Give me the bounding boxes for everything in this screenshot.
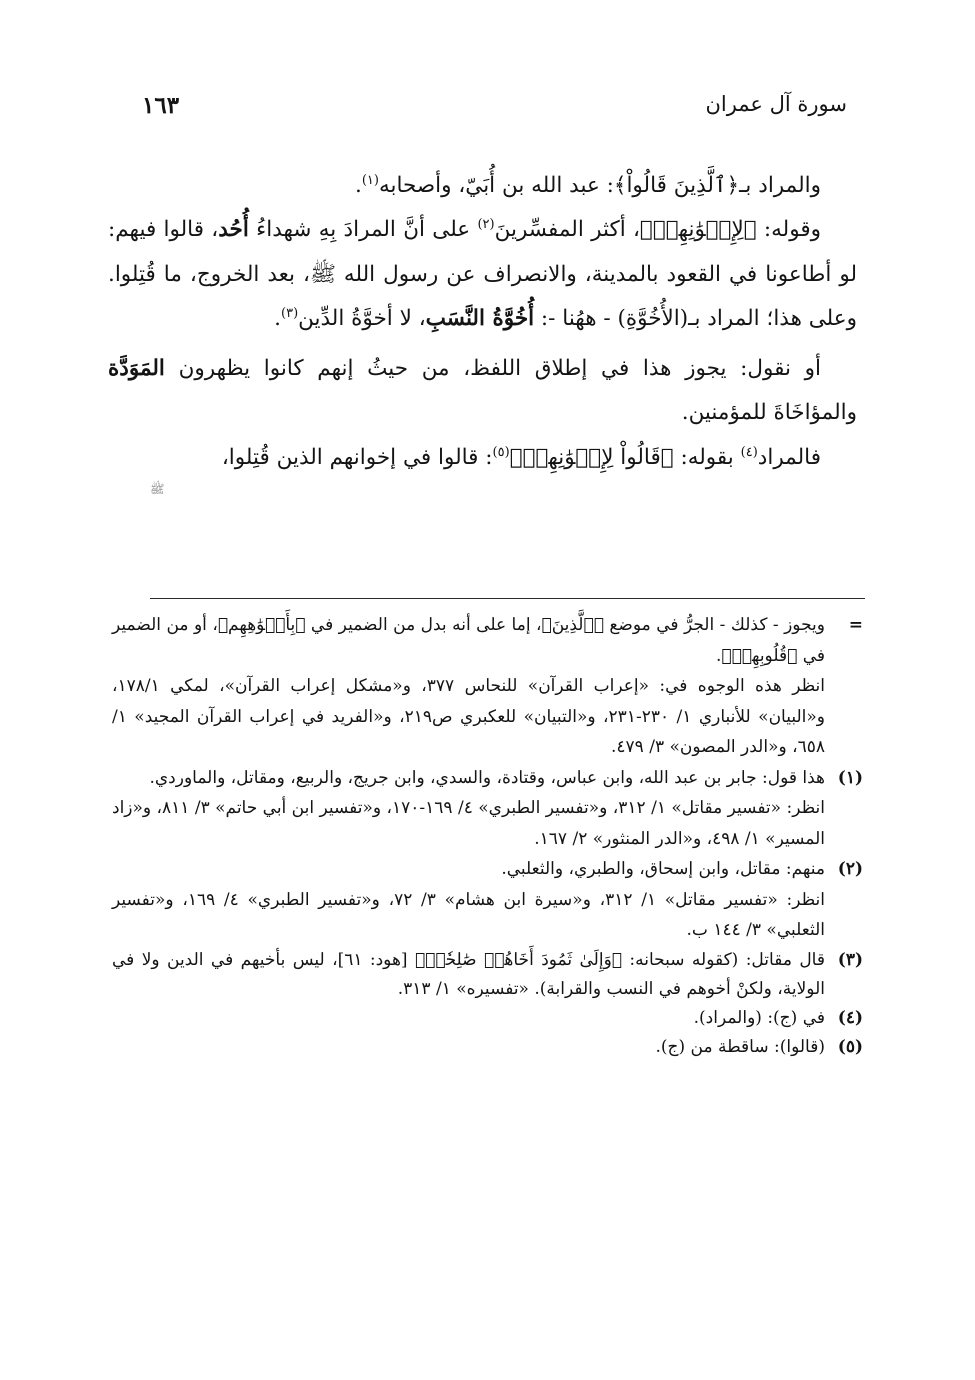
footnote-ref-3: (٣) (281, 305, 299, 321)
footnote-4-text: في (ج): (والمراد). (693, 1007, 825, 1028)
p2-text-b: على أنَّ المرادَ بِهِ شهداءُ (248, 217, 478, 243)
running-title: سورة آل عمران (705, 92, 847, 116)
p4-text-c: : قالوا في إخوانهم الذين قُتِلوا، (221, 444, 493, 470)
footnote-1-number: (١) (837, 767, 863, 788)
page-header (120, 92, 847, 126)
footnote-3-number: (٣) (837, 949, 863, 970)
footnote-continuation-text-2: انظر هذه الوجوه في: «إعراب القرآن» للنحاس ٣٧٧، و«مشكل إعراب القرآن»، لمكي ١٧٨/١، و«البيان» للأنباري ١/ ٢٣٠-٢٣١، و«التبيان» للعكبري ص٢١٩، و«الفريد في إعراب القرآن المجيد» ١/ ٦٥٨، و«الدر المصون» ٣/ ٤٧٩. (112, 676, 826, 757)
footnote-continuation (112, 610, 863, 763)
footnote-2-text-a: منهم: مقاتل، وابن إسحاق، والطبري، والثعلبي. (501, 859, 825, 879)
p2-text-a: وقوله: ﴿لِإِخۡوَٰنِهِمۡ﴾، أكثر المفسِّرينَ (494, 217, 821, 243)
p2-bold-nasab: أُخُوَّةُ النَّسَبِ (425, 305, 535, 331)
paragraph-3 (108, 347, 857, 436)
footnote-ref-5: (٥) (492, 444, 510, 460)
footnote-4 (112, 1004, 863, 1033)
footnote-continuation-text-1: ويجوز - كذلك - الجرُّ في موضع ﴿ٱلَّذِينَ﴾، إما على أنه بدل من الضمير في ﴿بِأَفۡوَٰهِهِم﴾، أو من الضمير في ﴿قُلُوبِهِمۡ﴾. (112, 615, 825, 666)
footnote-separator (150, 598, 865, 599)
footnote-2-number: (٢) (837, 859, 863, 879)
footnote-2 (112, 854, 863, 946)
p3-text-a: أو نقول: يجوز هذا في إطلاق اللفظ، من حيثُ إنهم كانوا يظهرون (164, 356, 821, 382)
paragraph-2 (108, 208, 857, 341)
p2-text-d: ، لا أخوَّةُ الدِّين (298, 305, 426, 331)
footnotes (112, 610, 863, 1062)
footnote-5-text: (قالوا): ساقطة من (ج). (655, 1036, 825, 1057)
footnote-1-text-a: هذا قول: جابر بن عبد الله، وابن عباس، وقتادة، والسدي، وابن جريج، والربيع، ومقاتل، والماوردي. (149, 767, 825, 788)
continuation-marker: = (848, 615, 863, 635)
paragraph-1 (108, 164, 857, 208)
footnote-4-number: (٤) (837, 1007, 863, 1028)
footnote-3 (112, 946, 863, 1004)
footnote-2-text-b: انظر: «تفسير مقاتل» ١/ ٣١٢، و«سيرة ابن هشام» ٣/ ٧٢، و«تفسير الطبري» ٤/ ١٦٩، و«تفسير الثعلبي» ٣/ ١٤٤ ب. (112, 889, 825, 940)
p2-end: . (274, 305, 282, 331)
footnote-ref-2: (٢) (477, 217, 495, 233)
p1-text: والمراد بـ﴿ٱلَّذِينَ قَالُواْ﴾: عبد الله بن أُبَيّ، وأصحابه (378, 173, 821, 198)
p1-end: . (354, 173, 362, 198)
footnote-5-number: (٥) (837, 1036, 863, 1057)
footnote-ref-1: (١) (361, 172, 379, 188)
paragraph-4 (108, 436, 857, 480)
footnote-ref-4: (٤) (740, 444, 758, 460)
footnote-1-text-b: انظر: «تفسير مقاتل» ١/ ٣١٢، و«تفسير الطبري» ٤/ ١٦٩-١٧٠، و«تفسير ابن أبي حاتم» ٣/ ٨١١، و«زاد المسير» ١/ ٤٩٨، و«الدر المنثور» ٢/ ١٦٧. (112, 798, 825, 849)
p3-bold-mawadda: المَوَدَّة (108, 356, 165, 382)
footnote-1 (112, 763, 863, 855)
p3-text-b: والمؤاخَاةَ للمؤمنين. (681, 400, 857, 426)
page-number: ١٦٣ (142, 92, 180, 119)
footnote-5 (112, 1033, 863, 1062)
p4-text-b: بقوله: ﴿قَالُواْ لِإِخۡوَٰنِهِمۡ﴾ (509, 444, 741, 470)
p2-text-c: ، قالوا فيهم: لو أطاعونا في القعود بالمدينة، والانصراف عن رسول الله ﷺ، بعد الخروج، ما قُتِلوا. وعلى هذا؛ المراد بـ(الأُخُوَّةِ) - ههُنا -: (108, 217, 857, 331)
footnote-3-text: قال مقاتل: (كقوله سبحانه: ﴿وَإِلَىٰ ثَمُودَ أَخَاهُمۡ صَٰلِحٗاۚ﴾ [هود: ٦١]، ليس بأخيهم في الدين ولا في الولاية، ولكنْ أخوهم في النسب والقرابة). «تفسيره» ١/ ٣١٣. (112, 949, 825, 999)
p4-text-a: فالمراد (757, 444, 821, 470)
main-text (108, 164, 857, 480)
p2-bold-uhud: أُحُد (218, 217, 249, 243)
margin-mark: ﷺ (150, 482, 165, 496)
